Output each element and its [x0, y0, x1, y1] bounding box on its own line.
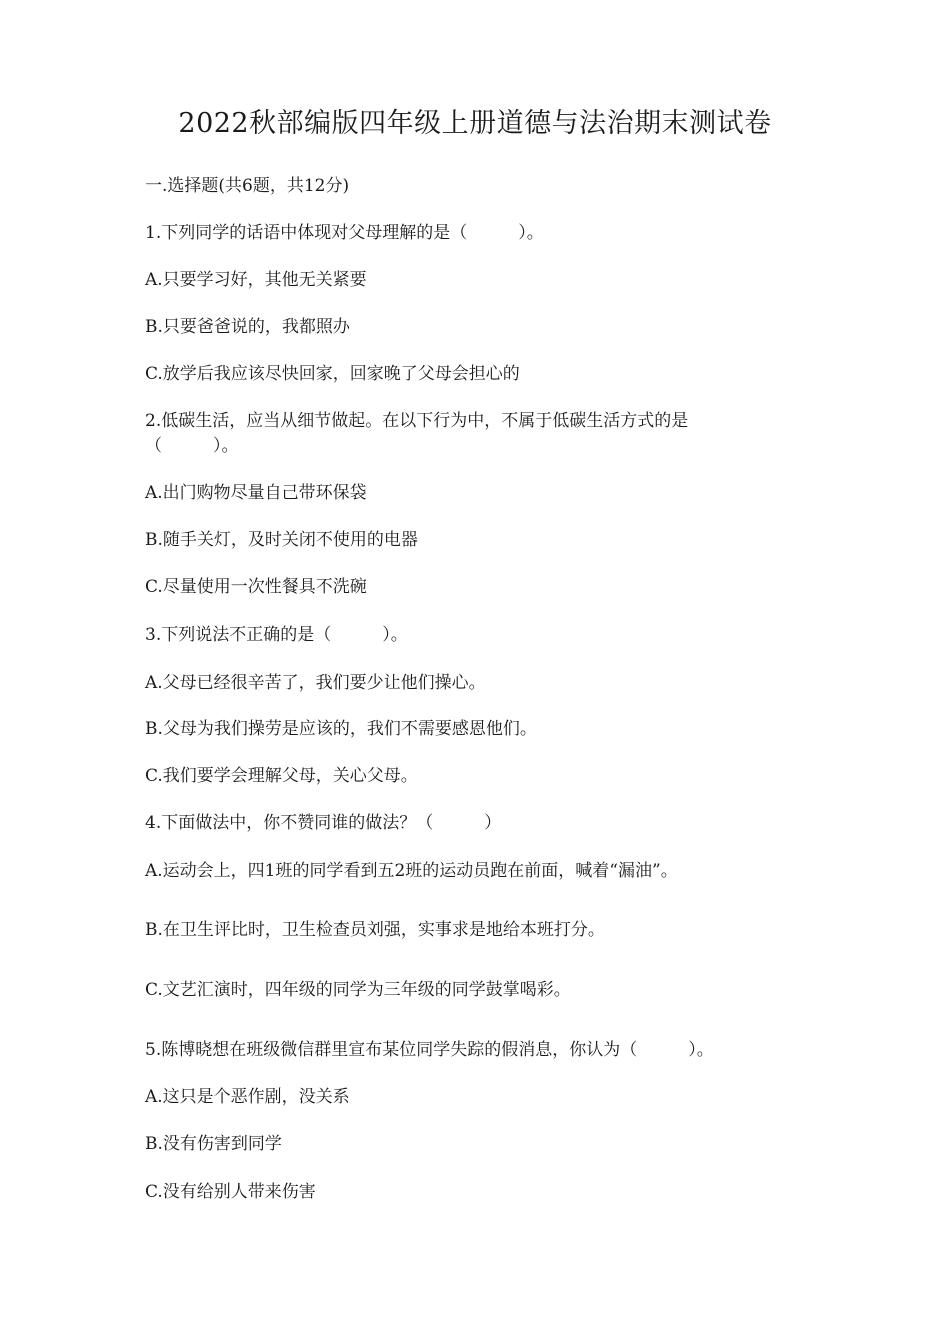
question-1-option-a: A.只要学习好，其他无关紧要: [145, 270, 367, 290]
question-1-option-c: C.放学后我应该尽快回家，回家晚了父母会担心的: [145, 364, 520, 384]
question-1-option-b: B.只要爸爸说的，我都照办: [145, 317, 350, 337]
question-3-option-c: C.我们要学会理解父母，关心父母。: [145, 766, 418, 786]
question-1-stem: 1.下列同学的话语中体现对父母理解的是（ ）。: [145, 223, 544, 243]
question-5-option-b: B.没有伤害到同学: [145, 1134, 282, 1154]
question-3-stem: 3.下列说法不正确的是（ ）。: [145, 625, 408, 645]
question-3-option-a: A.父母已经很辛苦了，我们要少让他们操心。: [145, 673, 486, 693]
question-4-option-c: C.文艺汇演时，四年级的同学为三年级的同学鼓掌喝彩。: [145, 980, 571, 1000]
question-5-option-a: A.这只是个恶作剧，没关系: [145, 1087, 350, 1107]
question-2-stem: 2.低碳生活，应当从细节做起。在以下行为中，不属于低碳生活方式的是: [145, 411, 689, 431]
question-5-option-c: C.没有给别人带来伤害: [145, 1182, 316, 1202]
question-3-option-b: B.父母为我们操劳是应该的，我们不需要感恩他们。: [145, 719, 537, 739]
question-2-option-c: C.尽量使用一次性餐具不洗碗: [145, 577, 367, 597]
question-2-option-a: A.出门购物尽量自己带环保袋: [145, 483, 367, 503]
question-2-stem-continuation: （ ）。: [145, 436, 239, 456]
question-5-stem: 5.陈博晓想在班级微信群里宣布某位同学失踪的假消息，你认为（ ）。: [145, 1040, 714, 1060]
question-4-stem: 4.下面做法中，你不赞同谁的做法？（ ）: [145, 813, 502, 833]
page-title: 2022秋部编版四年级上册道德与法治期末测试卷: [178, 108, 772, 139]
section-heading: 一.选择题(共6题，共12分): [145, 176, 350, 196]
question-4-option-b: B.在卫生评比时，卫生检查员刘强，实事求是地给本班打分。: [145, 920, 605, 940]
question-4-option-a: A.运动会上，四1班的同学看到五2班的运动员跑在前面，喊着“漏油”。: [145, 861, 678, 881]
question-2-option-b: B.随手关灯，及时关闭不使用的电器: [145, 530, 418, 550]
